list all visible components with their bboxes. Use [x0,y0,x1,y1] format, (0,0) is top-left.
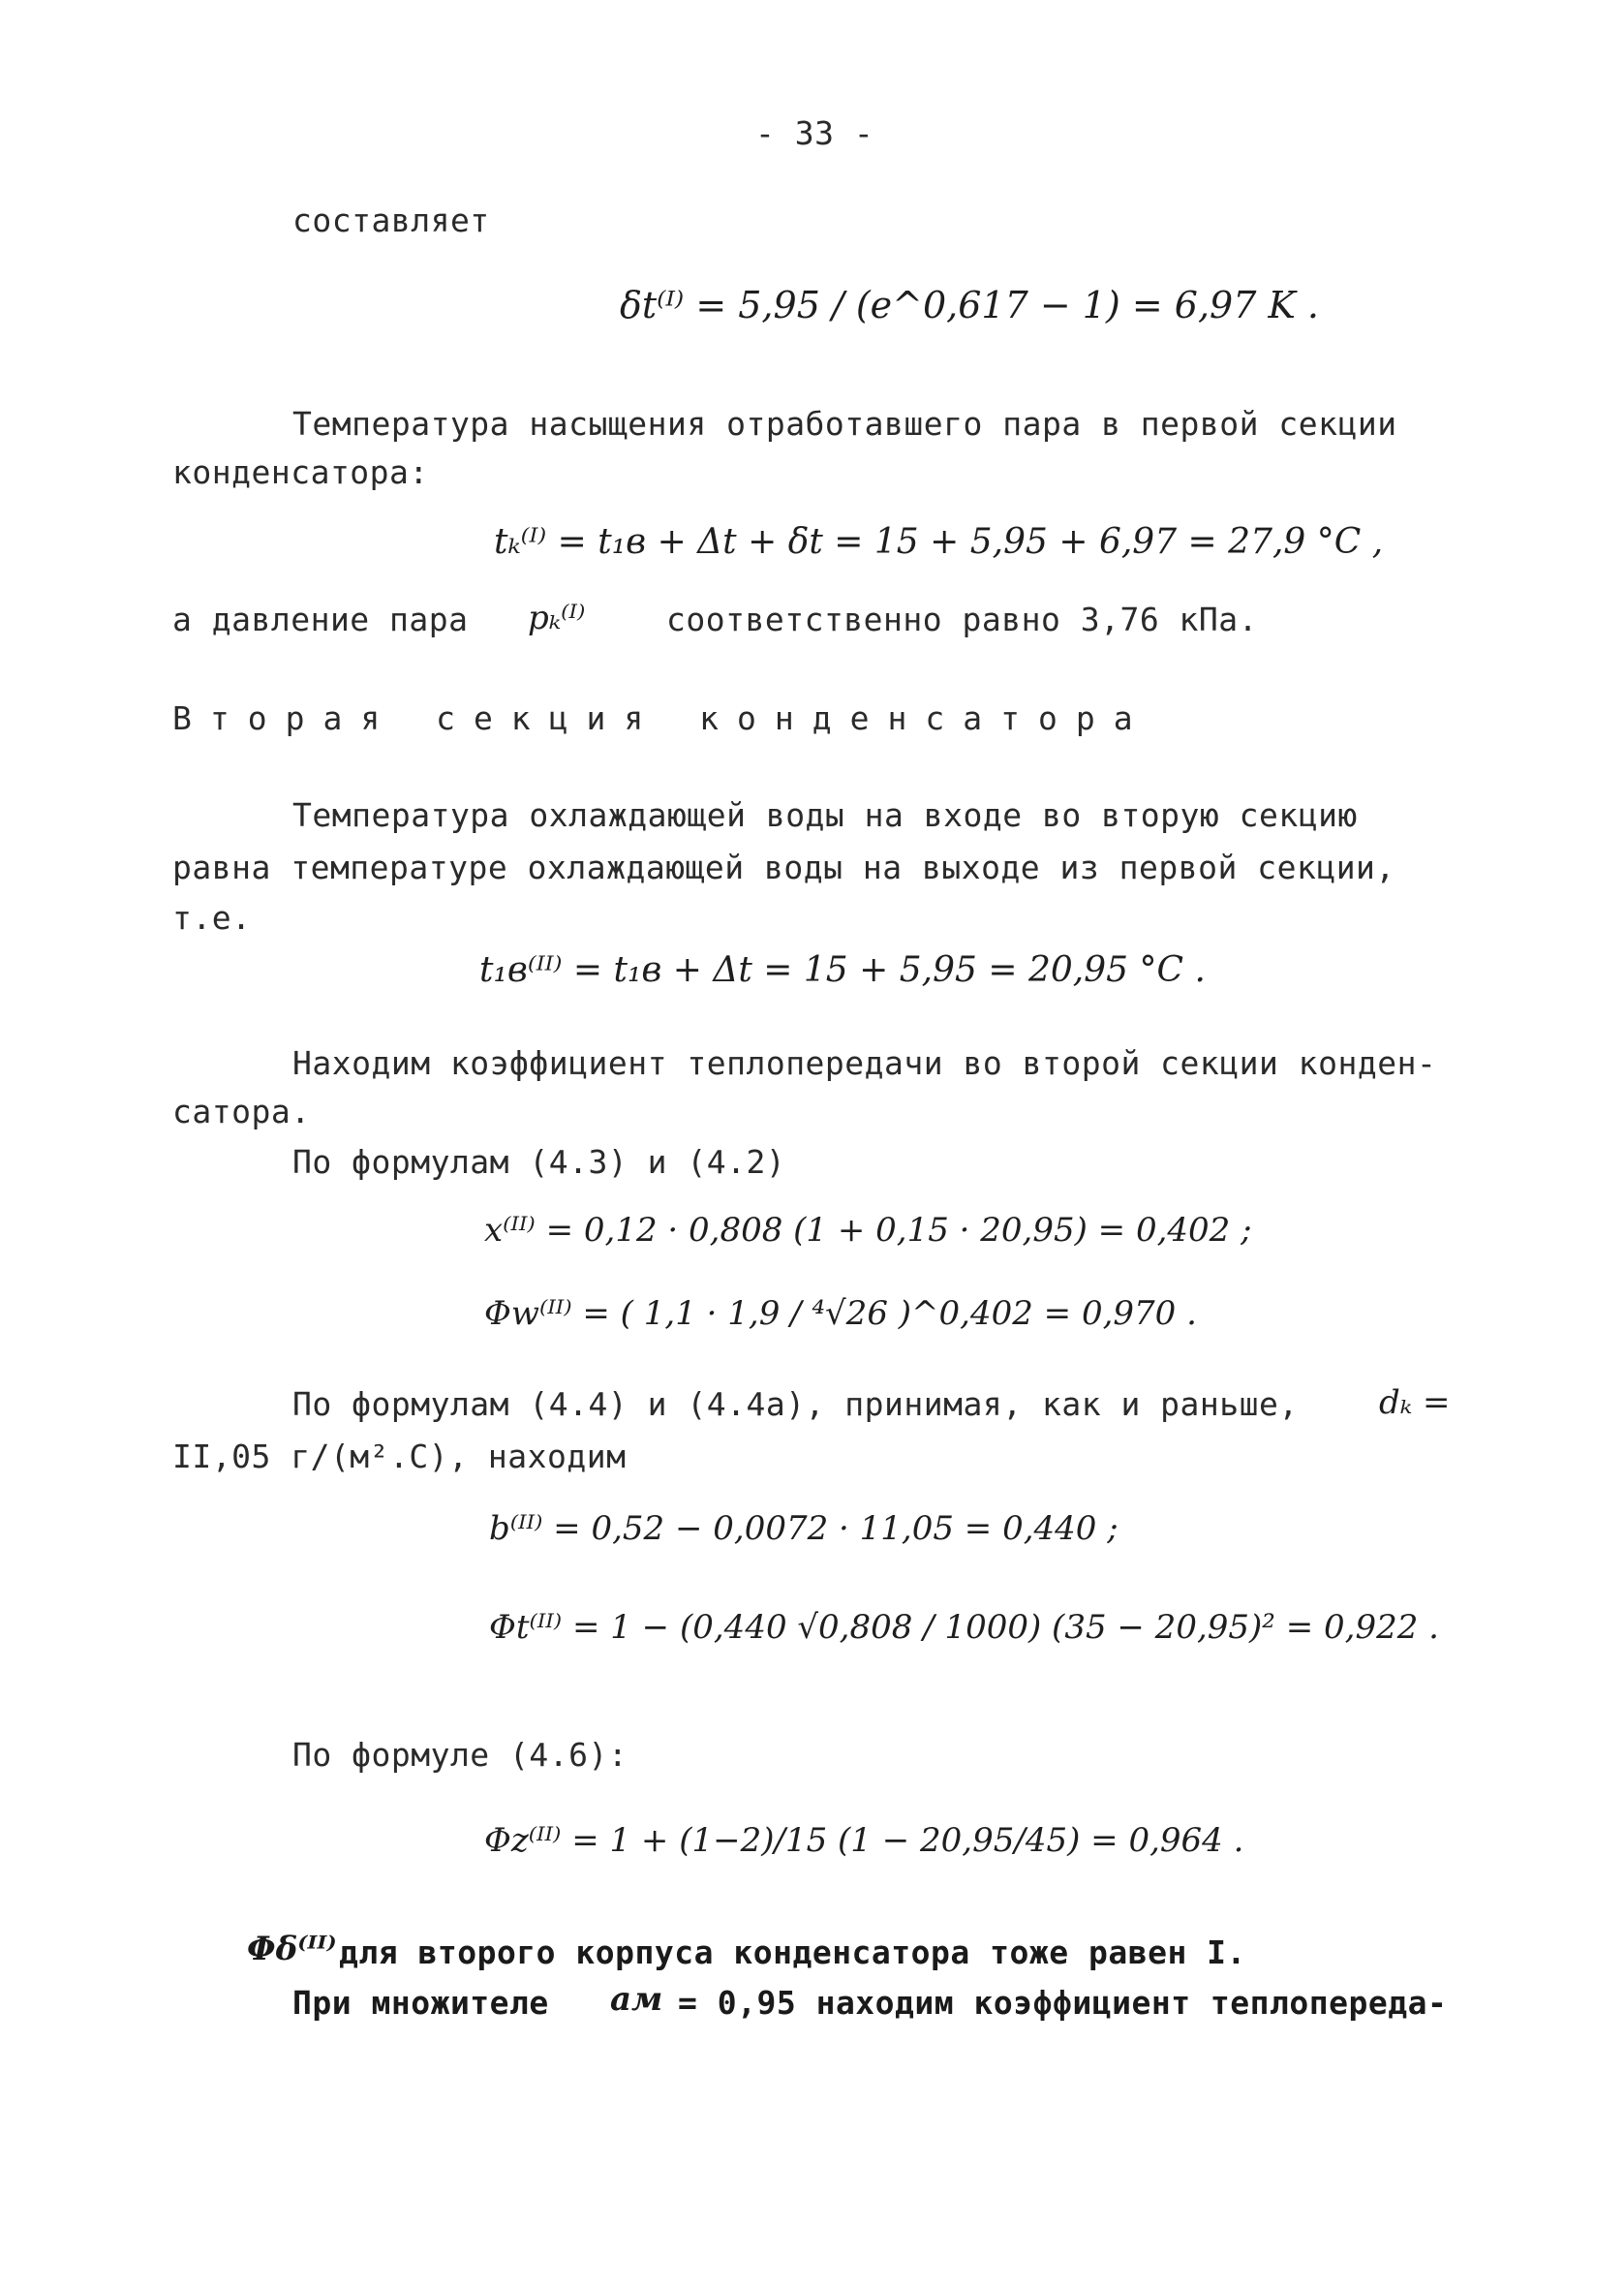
formula: tₖ⁽ᴵ⁾ = t₁в + Δt + δt = 15 + 5,95 + 6,97 = 27,9 °C , [494,522,1384,562]
formula: Φt⁽ᴵᴵ⁾ = 1 − (0,440 √0,808 / 1000) (35 − 20,95)² = 0,922 . [489,1608,1439,1647]
text-line: составляет [292,201,490,239]
formula: dₖ = [1379,1383,1451,1422]
text-line: соответственно равно 3,76 кПа. [666,601,1259,638]
page-number: - 33 - [755,114,874,152]
text-line: равна температуре охлаждающей воды на выходе из первой секции, [172,849,1395,886]
text-line: По формулам (4.3) и (4.2) [292,1143,786,1181]
formula: Φz⁽ᴵᴵ⁾ = 1 + (1−2)/15 (1 − 20,95/45) = 0,964 . [484,1821,1244,1860]
text-line: При множителе [292,1984,549,2022]
text-line: Температура охлаждающей воды на входе во вторую секцию [292,796,1358,834]
formula: x⁽ᴵᴵ⁾ = 0,12 · 0,808 (1 + 0,15 · 20,95) = 0,402 ; [484,1211,1252,1250]
formula: aм [610,1980,663,2019]
formula: Φδ⁽ᴵᴵ⁾ [247,1930,337,1968]
formula: Φw⁽ᴵᴵ⁾ = ( 1,1 · 1,9 / ⁴√26 )^0,402 = 0,970 . [484,1294,1197,1333]
text-line: Находим коэффициент теплопередачи во второй секции конден- [292,1044,1437,1082]
text-line: конденсатора: [172,453,429,491]
text-line: II,05 г/(м².С), находим [172,1438,627,1475]
formula: pₖ⁽ᴵ⁾ [528,599,586,637]
text-line: т.е. [172,899,252,937]
text-line: По формуле (4.6): [292,1736,628,1774]
formula: b⁽ᴵᴵ⁾ = 0,52 − 0,0072 · 11,05 = 0,440 ; [489,1509,1118,1548]
section-heading: Вторая секция конденсатора [172,699,1151,737]
text-line: сатора. [172,1093,311,1130]
text-line: а давление пара [172,601,469,638]
formula: δt⁽ᴵ⁾ = 5,95 / (e^0,617 − 1) = 6,97 K . [620,284,1319,326]
text-line: для второго корпуса конденсатора тоже равен I. [339,1933,1246,1971]
formula: t₁в⁽ᴵᴵ⁾ = t₁в + Δt = 15 + 5,95 = 20,95 °C . [479,950,1206,990]
text-line: = 0,95 находим коэффициент теплопереда- [678,1984,1448,2022]
text-line: Температура насыщения отработавшего пара в первой секции [292,405,1397,443]
text-line: По формулам (4.4) и (4.4а), принимая, как и раньше, [292,1385,1299,1423]
